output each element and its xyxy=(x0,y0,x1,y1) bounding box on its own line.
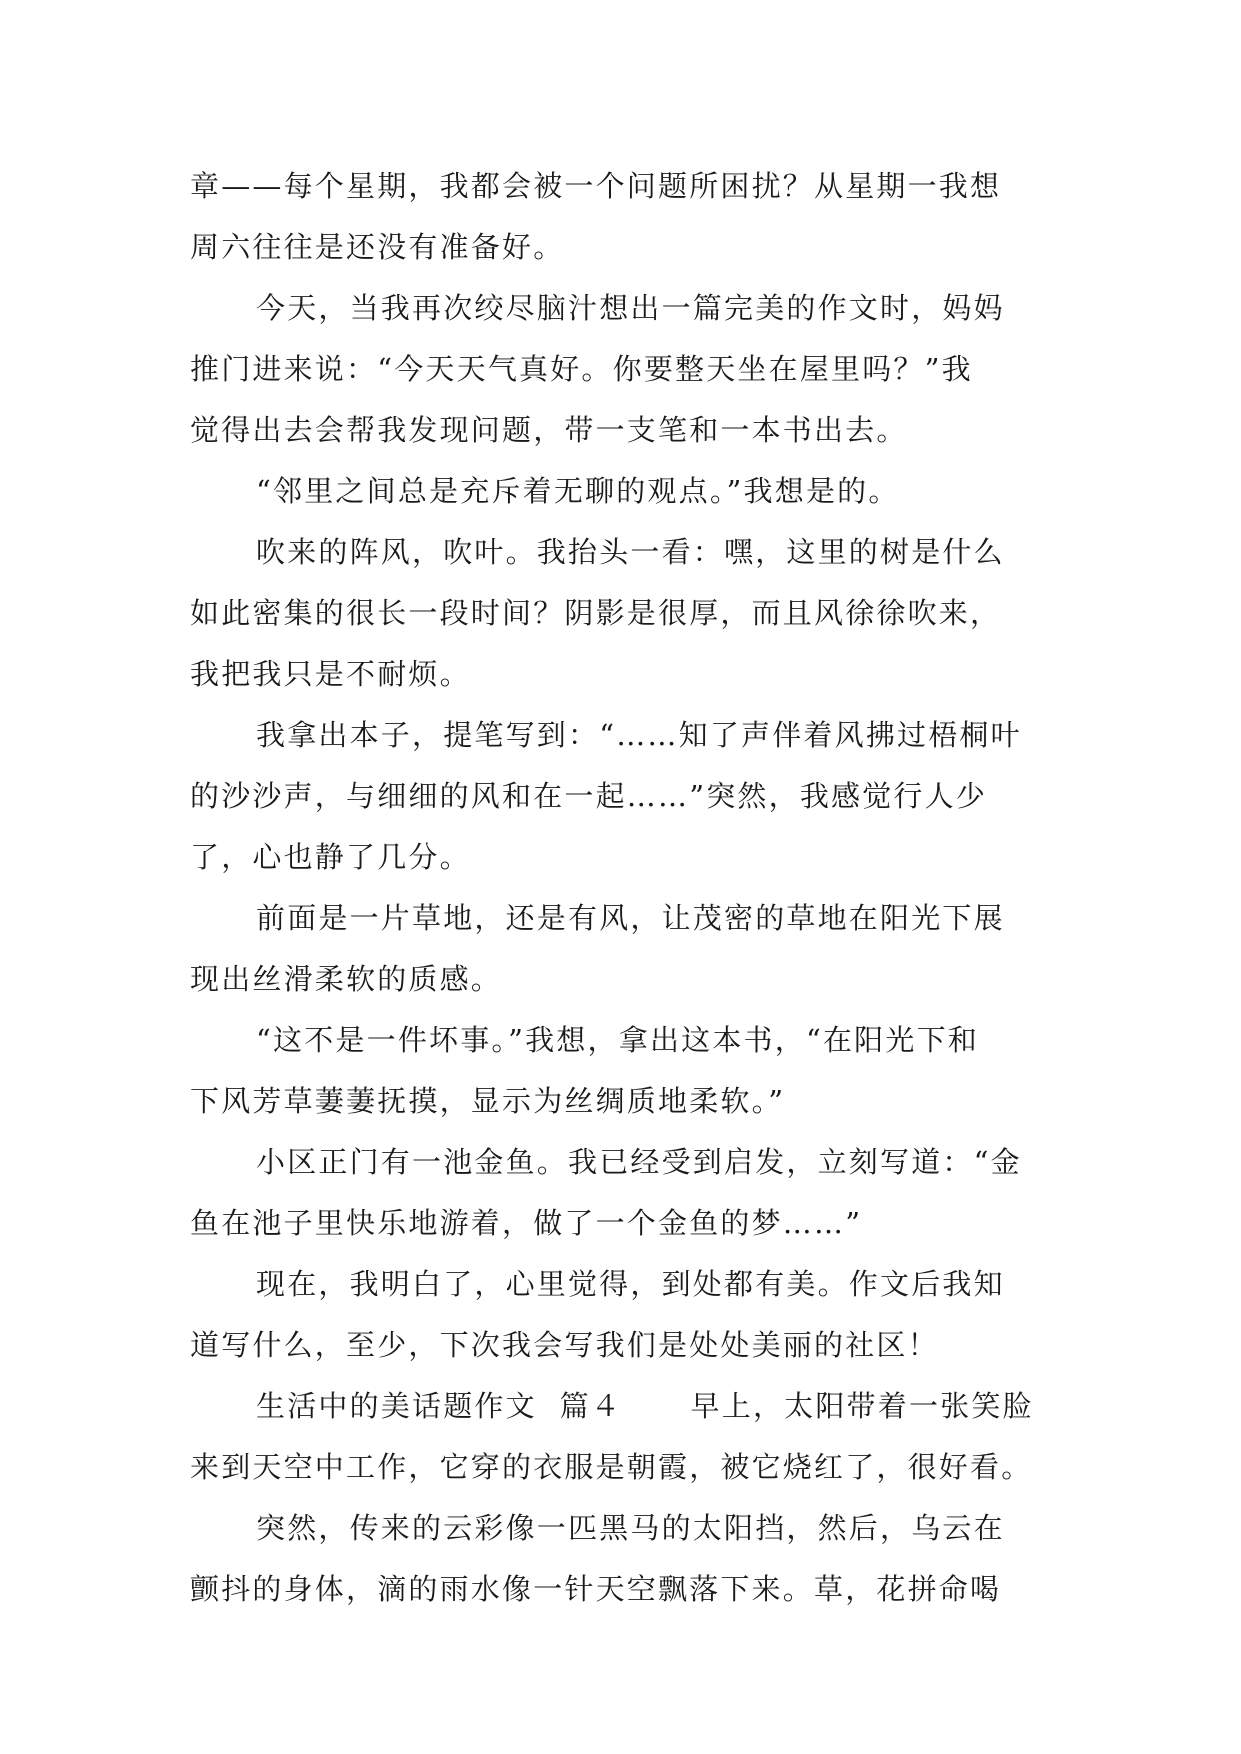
text-line: 了，心也静了几分。 xyxy=(190,840,471,874)
text-line: 觉得出去会帮我发现问题，带一支笔和一本书出去。 xyxy=(190,413,908,447)
text-line: 来到天空中工作，它穿的衣服是朝霞，被它烧红了，很好看。 xyxy=(190,1450,1033,1484)
text-line: 的沙沙声，与细细的风和在一起……”突然，我感觉行人少 xyxy=(190,779,988,813)
text-line: 下风芳草萋萋抚摸，显示为丝绸质地柔软。” xyxy=(190,1084,786,1118)
text-line: 现出丝滑柔软的质感。 xyxy=(190,962,503,996)
text-line: 今天，当我再次绞尽脑汁想出一篇完美的作文时，妈妈 xyxy=(256,291,1005,325)
text-line: 道写什么，至少，下次我会写我们是处处美丽的社区！ xyxy=(190,1328,939,1362)
text-line: 周六往往是还没有准备好。 xyxy=(190,230,565,264)
text-line: “这不是一件坏事。”我想，拿出这本书，“在阳光下和 xyxy=(256,1023,979,1057)
text-line: 吹来的阵风，吹叶。我抬头一看：嘿，这里的树是什么 xyxy=(256,535,1005,569)
text-line: 颤抖的身体，滴的雨水像一针天空飘落下来。草，花拼命喝 xyxy=(190,1572,1002,1606)
text-line: 鱼在池子里快乐地游着，做了一个金鱼的梦……” xyxy=(190,1206,863,1240)
text-line: 现在，我明白了，心里觉得，到处都有美。作文后我知 xyxy=(256,1267,1005,1301)
text-line: 突然，传来的云彩像一匹黑马的太阳挡，然后，乌云在 xyxy=(256,1511,1005,1545)
section-heading-line: 生活中的美话题作文 篇４ 早上，太阳带着一张笑脸 xyxy=(256,1389,1034,1423)
text-line: 小区正门有一池金鱼。我已经受到启发，立刻写道：“金 xyxy=(256,1145,1022,1179)
text-line: 我拿出本子，提笔写到：“……知了声伴着风拂过梧桐叶 xyxy=(256,718,1022,752)
essay-body xyxy=(190,156,1060,1620)
text-line: 推门进来说：“今天天气真好。你要整天坐在屋里吗？”我 xyxy=(190,352,973,386)
text-line: 前面是一片草地，还是有风，让茂密的草地在阳光下展 xyxy=(256,901,1005,935)
text-line: 如此密集的很长一段时间？阴影是很厚，而且风徐徐吹来， xyxy=(190,596,1002,630)
text-line: “邻里之间总是充斥着无聊的观点。”我想是的。 xyxy=(256,474,900,508)
text-line: 我把我只是不耐烦。 xyxy=(190,657,471,691)
text-line: 章——每个星期，我都会被一个问题所困扰？从星期一我想 xyxy=(190,169,1002,203)
